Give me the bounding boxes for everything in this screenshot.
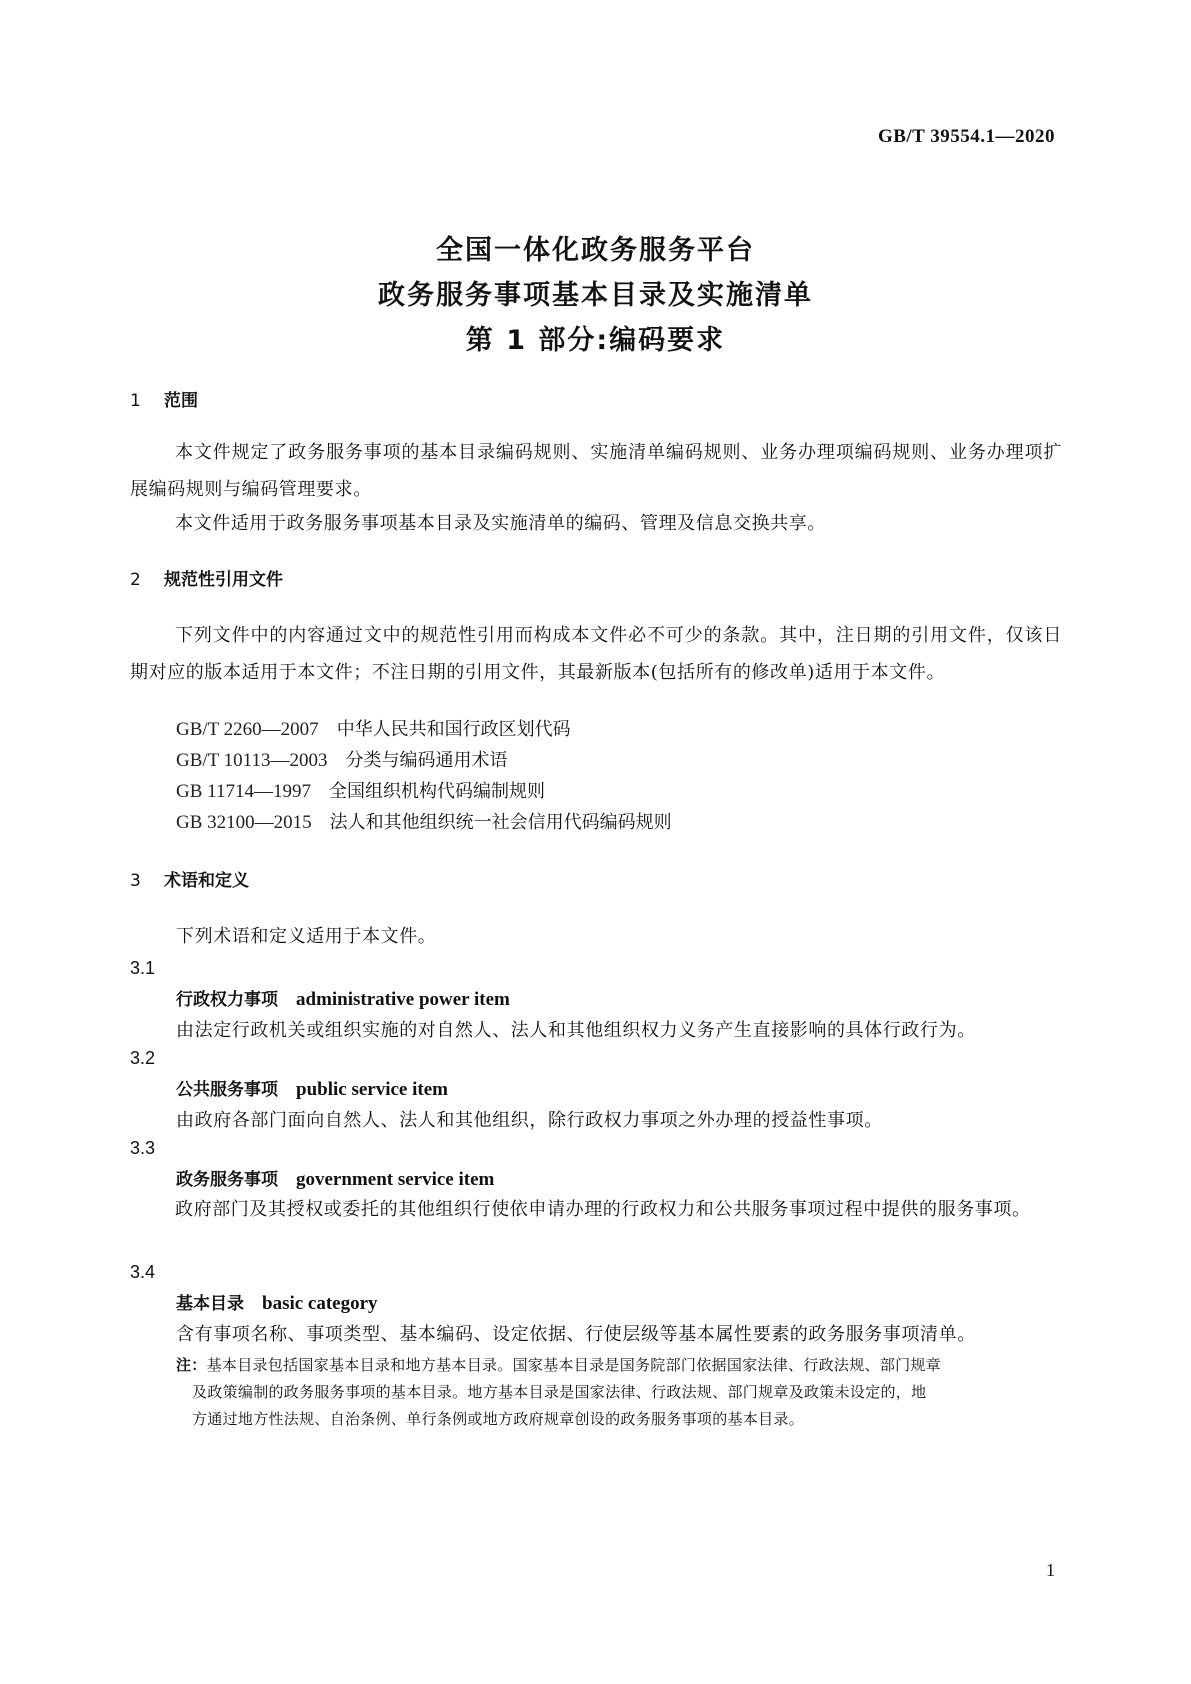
scope-paragraph-1 — [130, 434, 1062, 508]
title-line-3: 第 1 部分:编码要求 — [465, 325, 726, 356]
term-zh: 基本目录 — [176, 1294, 244, 1314]
term-definition: 含有事项名称、事项类型、基本编码、设定依据、行使层级等基本属性要素的政务服务事项清单。 — [176, 1324, 976, 1345]
term-number: 3.4 — [130, 1262, 156, 1282]
term-heading — [176, 1289, 378, 1315]
reference-code: GB/T 10113—2003 — [176, 750, 328, 771]
term-en: basic category — [262, 1293, 378, 1314]
scope-paragraph-2 — [130, 505, 1062, 542]
term-number: 3.3 — [130, 1138, 156, 1158]
scope-text-2: 本文件适用于政务服务事项基本目录及实施清单的编码、管理及信息交换共享。 — [175, 513, 826, 534]
section-number: 3 — [130, 871, 141, 891]
normative-intro-text: 下列文件中的内容通过文中的规范性引用而构成本文件必不可少的条款。其中，注日期的引用文件，仅该日期对应的版本适用于本文件；不注日期的引用文件，其最新版本(包括所有的修改单)适用于本文件。 — [130, 625, 1062, 683]
note-label: 注： — [176, 1356, 207, 1374]
standard-number: GB/T 39554.1—2020 — [877, 126, 1055, 147]
term-definition-text: 政府部门及其授权或委托的其他组织行使依申请办理的行政权力和公共服务事项过程中提供的服务事项。 — [175, 1199, 1031, 1220]
note-block — [176, 1352, 1060, 1433]
term-zh: 公共服务事项 — [176, 1080, 278, 1100]
reference-title: 法人和其他组织统一社会信用代码编码规则 — [329, 812, 672, 833]
term-zh: 政务服务事项 — [176, 1170, 278, 1190]
section-title: 术语和定义 — [164, 871, 249, 891]
reference-item — [176, 715, 571, 741]
section-title: 规范性引用文件 — [164, 570, 283, 590]
term-number: 3.1 — [130, 958, 156, 978]
term-number: 3.2 — [130, 1048, 156, 1068]
term-en: public service item — [296, 1079, 448, 1100]
reference-title: 中华人民共和国行政区划代码 — [336, 719, 571, 740]
terms-intro: 下列术语和定义适用于本文件。 — [176, 926, 437, 947]
reference-item — [176, 808, 672, 834]
reference-code: GB 32100—2015 — [176, 812, 312, 833]
section-number: 2 — [130, 570, 141, 590]
term-definition — [130, 1191, 1062, 1228]
reference-code: GB/T 2260—2007 — [176, 719, 319, 740]
title-line-1: 全国一体化政务服务平台 — [436, 235, 755, 266]
scope-text-1: 本文件规定了政务服务事项的基本目录编码规则、实施清单编码规则、业务办理项编码规则、业务办理项扩展编码规则与编码管理要求。 — [130, 442, 1062, 500]
reference-code: GB 11714—1997 — [176, 781, 311, 802]
page-number: 1 — [1046, 1560, 1055, 1580]
term-en: administrative power item — [296, 989, 510, 1010]
section-3-heading — [130, 866, 249, 891]
section-2-heading — [130, 565, 283, 590]
term-heading — [176, 1165, 494, 1191]
section-number: 1 — [130, 391, 141, 411]
section-title: 范围 — [164, 391, 198, 411]
reference-title: 全国组织机构代码编制规则 — [328, 781, 545, 802]
normative-intro — [130, 617, 1062, 691]
term-en: government service item — [296, 1169, 495, 1190]
reference-item — [176, 777, 545, 803]
note-text-1: 基本目录包括国家基本目录和地方基本目录。国家基本目录是国务院部门依据国家法律、行政法规、部门规章 — [206, 1356, 942, 1374]
term-heading — [176, 985, 510, 1011]
reference-title: 分类与编码通用术语 — [345, 750, 508, 771]
term-zh: 行政权力事项 — [176, 990, 278, 1010]
term-heading — [176, 1075, 448, 1101]
reference-item — [176, 746, 507, 772]
note-line-3: 方通过地方性法规、自治条例、单行条例或地方政府规章创设的政务服务事项的基本目录。 — [192, 1410, 805, 1428]
title-line-2: 政务服务事项基本目录及实施清单 — [378, 280, 813, 311]
note-line-2: 及政策编制的政务服务事项的基本目录。地方基本目录是国家法律、行政法规、部门规章及政策未设定的，地 — [192, 1383, 927, 1401]
term-definition: 由法定行政机关或组织实施的对自然人、法人和其他组织权力义务产生直接影响的具体行政行为。 — [176, 1020, 976, 1041]
section-1-heading — [130, 386, 198, 411]
note-line-1 — [176, 1352, 1060, 1379]
term-definition: 由政府各部门面向自然人、法人和其他组织，除行政权力事项之外办理的授益性事项。 — [176, 1110, 883, 1131]
